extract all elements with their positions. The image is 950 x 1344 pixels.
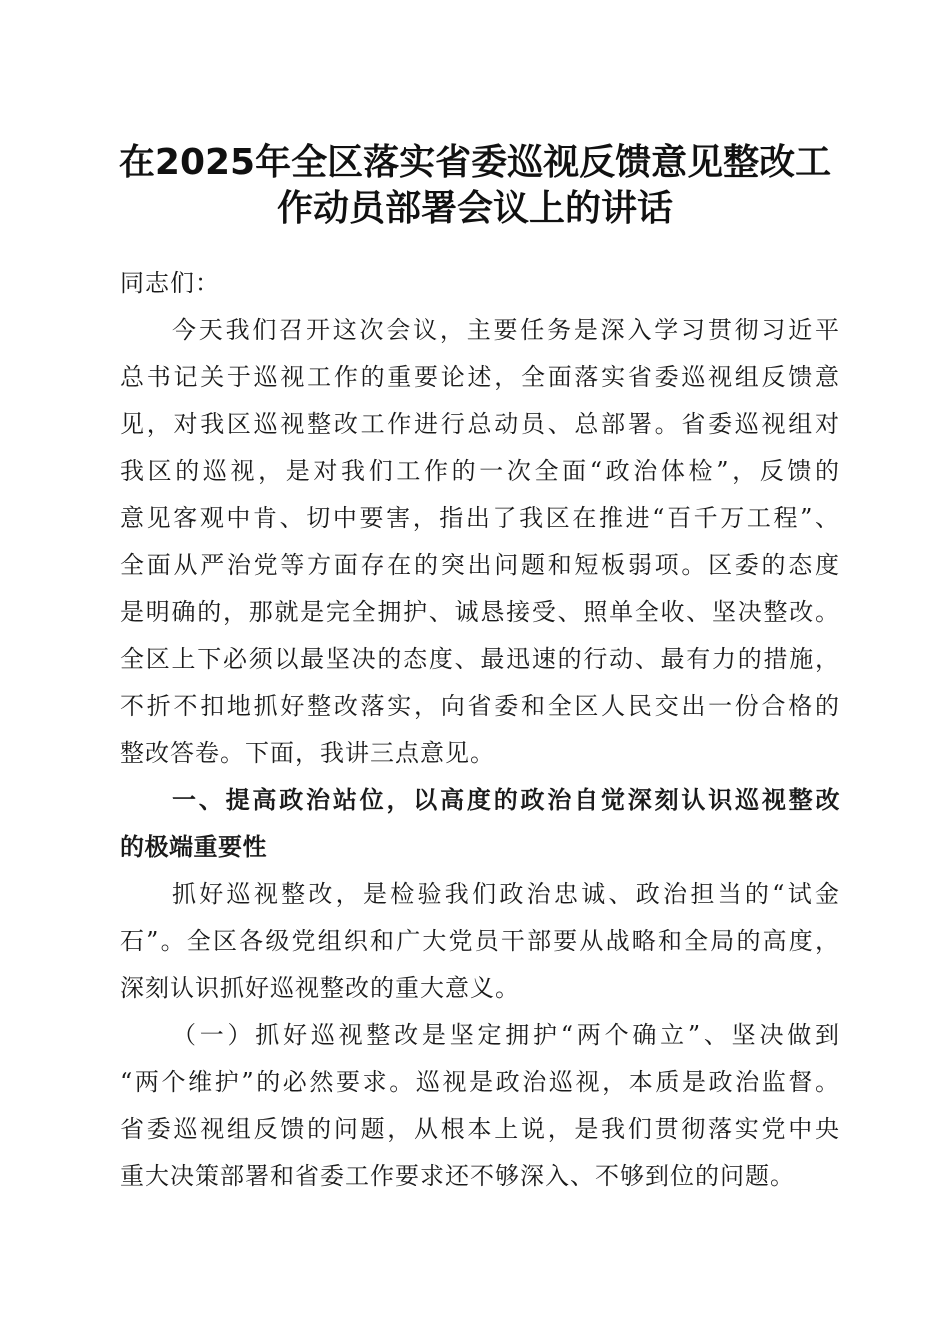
text-line: 省委巡视组反馈的问题，从根本上说，是我们贯彻落实党中央 xyxy=(120,1115,840,1143)
title-line: 在2025年全区落实省委巡视反馈意见整改工 xyxy=(118,142,832,183)
text-line: 是明确的，那就是完全拥护、诚恳接受、照单全收、坚决整改。 xyxy=(120,598,840,626)
text-line: 重大决策部署和省委工作要求还不够深入、不够到位的问题。 xyxy=(120,1162,795,1190)
section-heading-1 xyxy=(120,777,840,871)
document-title xyxy=(100,140,850,232)
paragraph-section-1 xyxy=(120,871,840,1012)
heading-line: 的极端重要性 xyxy=(120,833,267,861)
paragraph-intro xyxy=(120,307,840,777)
text-line: 深刻认识抓好巡视整改的重大意义。 xyxy=(120,974,520,1002)
text-line: 全区上下必须以最坚决的态度、最迅速的行动、最有力的措施， xyxy=(120,645,840,673)
text-line: 抓好巡视整改，是检验我们政治忠诚、政治担当的“试金 xyxy=(172,880,840,908)
text-line: 石”。全区各级党组织和广大党员干部要从战略和全局的高度， xyxy=(120,927,840,955)
text-line: 见，对我区巡视整改工作进行总动员、总部署。省委巡视组对 xyxy=(120,410,840,438)
text-line: 全面从严治党等方面存在的突出问题和短板弱项。区委的态度 xyxy=(120,551,840,579)
text-line: 整改答卷。下面，我讲三点意见。 xyxy=(120,739,495,767)
text-line: 今天我们召开这次会议，主要任务是深入学习贯彻习近平 xyxy=(172,316,840,344)
heading-line: 一、提高政治站位，以高度的政治自觉深刻认识巡视整改 xyxy=(172,786,840,814)
text-line: 不折不扣地抓好整改落实，向省委和全区人民交出一份合格的 xyxy=(120,692,840,720)
paragraph-subsection-1 xyxy=(120,1012,840,1200)
text-line: （一）抓好巡视整改是坚定拥护“两个确立”、坚决做到 xyxy=(172,1021,840,1049)
text-line: “两个维护”的必然要求。巡视是政治巡视，本质是政治监督。 xyxy=(120,1068,840,1096)
greeting: 同志们： xyxy=(120,269,220,297)
title-line: 作动员部署会议上的讲话 xyxy=(276,188,673,229)
text-line: 我区的巡视，是对我们工作的一次全面“政治体检”，反馈的 xyxy=(120,457,840,485)
text-line: 总书记关于巡视工作的重要论述，全面落实省委巡视组反馈意 xyxy=(120,363,840,391)
text-line: 意见客观中肯、切中要害，指出了我区在推进“百千万工程”、 xyxy=(120,504,840,532)
document-body xyxy=(120,260,840,1200)
